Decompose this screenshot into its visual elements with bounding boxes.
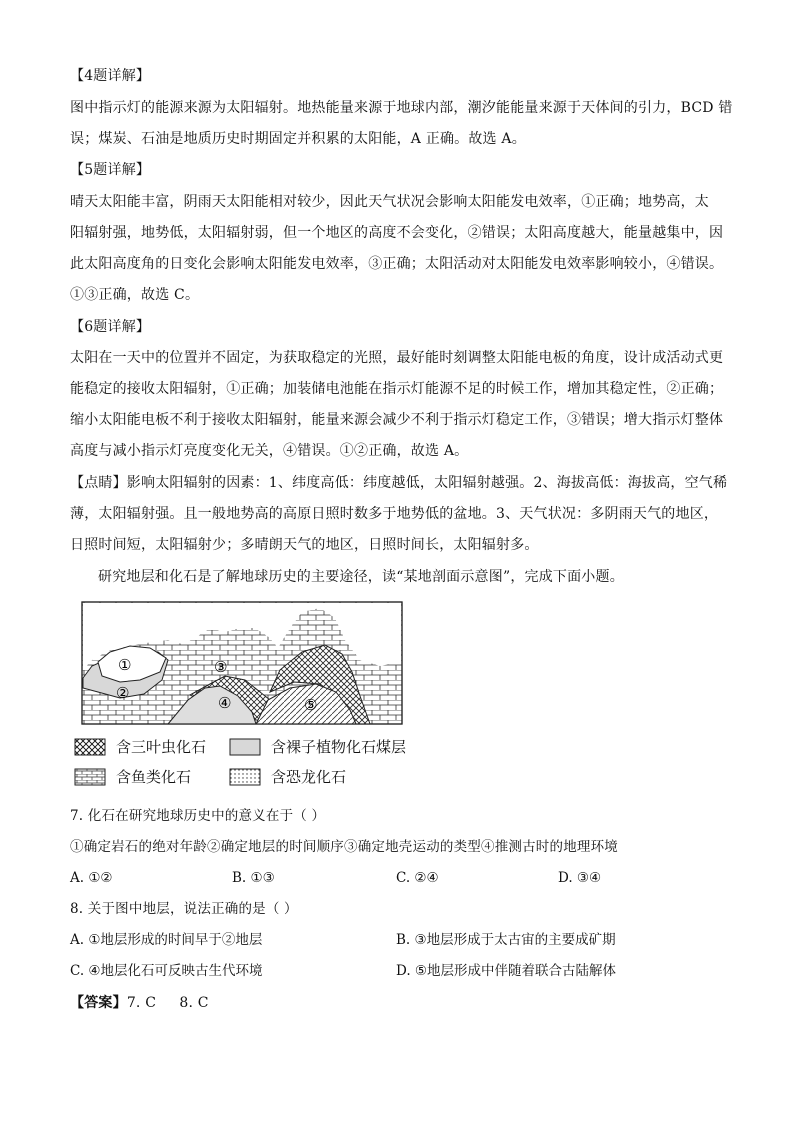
q8-stem: 8. 关于图中地层，说法正确的是（ ）: [70, 901, 298, 917]
q7-items: ①确定岩石的绝对年龄②确定地层的时间顺序③确定地壳运动的类型④推测古时的地理环境: [70, 839, 618, 855]
q4-line-1: 图中指示灯的能源来源为太阳辐射。地热能量来源于地球内部，潮汐能能量来源于天体间的引力，BCD 错: [70, 100, 733, 116]
q6-line-1: 太阳在一天中的位置并不固定，为获取稳定的光照，最好能时刻调整太阳能电板的角度，设计成活动式更: [70, 350, 724, 366]
tip-line-1: 【点睛】影响太阳辐射的因素：1、纬度高低：纬度越低，太阳辐射越强。2、海拔高低：海拔高，空气稀: [70, 475, 728, 491]
q6-line-4: 高度与减小指示灯亮度变化无关，④错误。①②正确，故选 A。: [70, 443, 469, 459]
cross-section-figure: [80, 600, 406, 728]
legend-item-coal: [229, 736, 406, 757]
q8-option-c: C. ④地层化石可反映古生代环境: [70, 963, 263, 979]
legend-label-trilobite: 含三叶虫化石: [116, 738, 207, 756]
q7-option-b: B. ①③: [232, 870, 275, 886]
legend-label-fish: 含鱼类化石: [116, 768, 192, 786]
legend-item-dinosaur: [229, 766, 346, 787]
q5-line-4: ①③正确，故选 C。: [70, 287, 200, 303]
q7-option-a: A. ①②: [70, 870, 113, 886]
q8-option-b: B. ③地层形成于太古宙的主要成矿期: [396, 932, 616, 948]
q5-header: 【5题详解】: [70, 162, 151, 178]
answer-tag: 【答案】: [70, 995, 127, 1011]
layer-label-2: ②: [116, 684, 130, 702]
legend-item-fish: [74, 766, 191, 787]
q7-option-d: D. ③④: [558, 870, 602, 886]
q5-line-2: 阳辐射强，地势低，太阳辐射弱，但一个地区的高度不会变化，②错误；太阳高度越大，能量越集中，因: [70, 225, 724, 241]
answer-text: 7. C 8. C: [126, 995, 209, 1011]
legend-label-coal: 含裸子植物化石煤层: [271, 738, 407, 756]
legend-label-dinosaur: 含恐龙化石: [271, 768, 347, 786]
q7-stem: 7. 化石在研究地球历史中的意义在于（ ）: [70, 808, 326, 824]
crosshatch-swatch-icon: [74, 738, 106, 756]
layer-label-5: ⑤: [304, 696, 318, 714]
q6-line-2: 能稳定的接收太阳辐射，①正确；加装储电池能在指示灯能源不足的时候工作，增加其稳定性，②正确；: [70, 381, 724, 397]
answer-line: [70, 993, 209, 1013]
gray-swatch-icon: [229, 738, 261, 756]
brick-swatch-icon: [74, 768, 106, 786]
layer-label-1: ①: [118, 656, 132, 674]
q8-option-a: A. ①地层形成的时间早于②地层: [70, 932, 263, 948]
dots-swatch-icon: [229, 768, 261, 786]
q5-line-3: 此太阳高度角的日变化会影响太阳能发电效率，③正确；太阳活动对太阳能发电效率影响较小，④错误。: [70, 256, 724, 272]
q5-line-1: 晴天太阳能丰富，阴雨天太阳能相对较少，因此天气状况会影响太阳能发电效率，①正确；地势高，太: [70, 194, 709, 210]
tip-line-3: 日照时间短，太阳辐射少；多晴朗天气的地区，日照时间长，太阳辐射多。: [70, 537, 539, 553]
q7-option-c: C. ②④: [396, 870, 439, 886]
legend-item-trilobite: [74, 736, 206, 757]
layer-label-3: ③: [214, 658, 228, 676]
q8-option-d: D. ⑤地层形成中伴随着联合古陆解体: [396, 963, 617, 979]
q6-header: 【6题详解】: [70, 319, 151, 335]
q4-header: 【4题详解】: [70, 68, 151, 84]
layer-label-4: ④: [218, 694, 232, 712]
tip-line-2: 薄，太阳辐射强。且一般地势高的高原日照时数多于地势低的盆地。3、天气状况：多阴雨天气的地区，: [70, 506, 719, 522]
q6-line-3: 缩小太阳能电板不利于接收太阳辐射，能量来源会减少不利于指示灯稳定工作，③错误；增大指示灯整体: [70, 412, 724, 428]
q4-line-2: 误；煤炭、石油是地质历史时期固定并积累的太阳能，A 正确。故选 A。: [70, 131, 526, 147]
question-intro: 研究地层和化石是了解地球历史的主要途径，读“某地剖面示意图”，完成下面小题。: [98, 569, 624, 585]
